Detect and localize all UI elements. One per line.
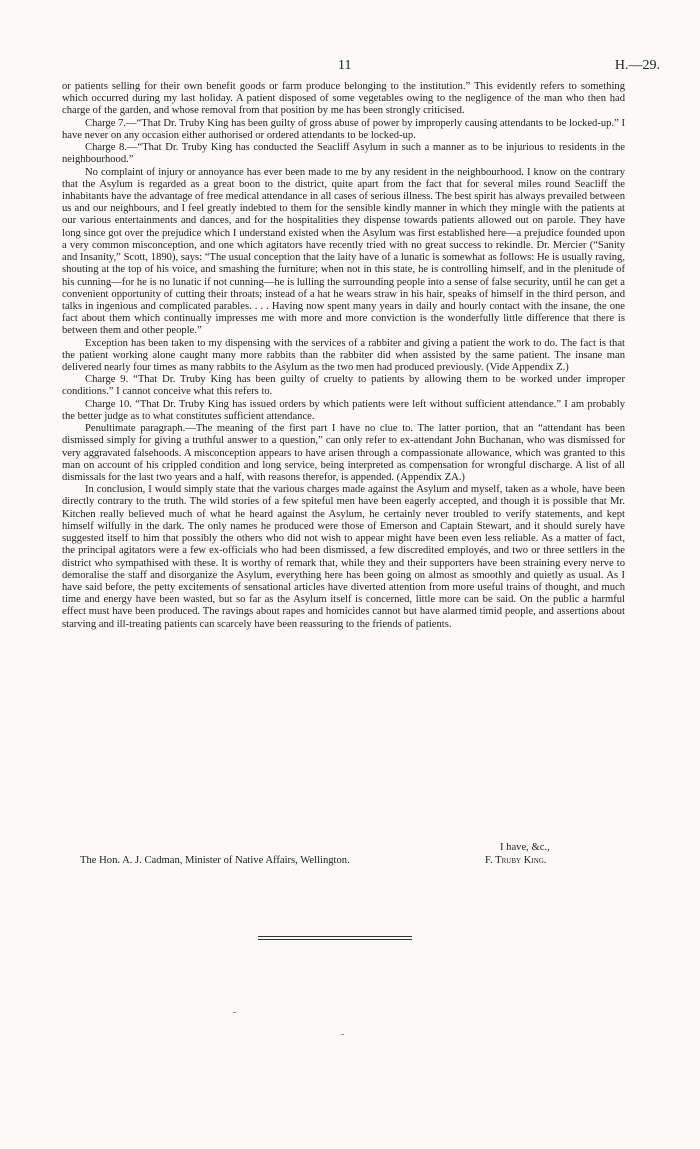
paragraph-charge-10: Charge 10. “That Dr. Truby King has issued orders by which patients were left without sufficient attendance.” I am probably the better judge as to what constitutes sufficient attendance. — [62, 398, 625, 422]
body-text — [62, 81, 625, 631]
page-header — [0, 58, 700, 78]
paragraph-conclusion: In conclusion, I would simply state that the various charges made against the Asylum and myself, taken as a whole, have been directly contrary to the truth. The wild stories of a few spiteful men have been eagerly accepted, and though it is possible that Mr. Kitchen really believed much of what he heard against the Asylum, he certainly never troubled to verify statements, and kept himself wilfully in the dark. The only names he produced were those of Emerson and Captain Stewart, and it should surely have suggested itself to him that possibly the others who did not wish to appear might have been even less reliable. As a matter of fact, the principal agitators were a few ex-officials who had been dismissed, a few discredited employés, and two or three settlers in the district who sympathised with these. It is worthy of remark that, while they and their supporters have been straining every nerve to demoralise the staff and disorganize the Asylum, everything here has been going on almost as smoothly and quietly as usual. As I have said before, the petty excitements of sensational articles have diverted attention from more useful trains of thought, and much time and energy have been wasted, but so far as the Asylum itself is concerned, little more can be said. On the public a harmful effect must have been produced. The ravings about rapes and homicides cannot but have alarmed timid people, and assertions about starving and ill-treating patients can scarcely have been reassuring to the friends of patients. — [62, 484, 625, 630]
paragraph: or patients selling for their own benefit goods or farm produce belonging to the institution.” This evidently refers to something which occurred during my last holiday. A patient disposed of some vegetables owing to the negligence of the man who then had charge of the garden, and whose removal from that position by me has been strongly criticised. — [62, 81, 625, 117]
divider-rule — [258, 936, 412, 937]
paragraph-charge-9: Charge 9. “That Dr. Truby King has been guilty of cruelty to patients by allowing them to be worked under improper conditions.” I cannot conceive what this refers to. — [62, 374, 625, 398]
print-speck — [233, 1012, 236, 1013]
paragraph-charge-8: Charge 8.—“That Dr. Truby King has conducted the Seacliff Asylum in such a manner as to be injurious to residents in the neighbourhood.” — [62, 142, 625, 166]
document-reference: H.—29. — [614, 58, 660, 73]
divider-rule — [258, 939, 412, 940]
addressee: The Hon. A. J. Cadman, Minister of Native Affairs, Wellington. — [80, 855, 350, 866]
paragraph: No complaint of injury or annoyance has ever been made to me by any resident in the neighbourhood. I know on the contrary that the Asylum is regarded as a great boon to the district, quite apart from the fact that for several miles round Seacliff the inhabitants have the advantage of free medical attendance in all cases of serious illness. The best spirit has always prevailed between us and our neighbours, and I feel greatly indebted to them for the sensible kindly manner in which they mingle with the patients at our various entertainments and dances, and for the hospitalities they dispense towards patients allowed out on parole. They have long since got over the prejudice which I understand existed when the Asylum was first established here—a prejudice founded upon a very common misconception, and one which agitators have recently tried with no great success to rekindle. Dr. Mercier (“Sanity and Insanity,” Scott, 1890), says: “The usual conception that the laity have of a lunatic is somewhat as follows: He is usually raving, shouting at the top of his voice, and smashing the furniture; when not in this state, he is controlling himself, and in the plenitude of his cunning—for he is no lunatic if not cunning—he is lulling the surrounding people into a sense of false security, until he can get a convenient opportunity of cutting their throats; instead of a hat he wears straw in his hair, speaks of himself in the third person, and talks in ingenious and complicated parables. . . . Having now spent many years in daily and hourly contact with the insane, the one fact about them which continually impresses me with more and more conviction is the wonderfully little difference that there is between them and other people.” — [62, 166, 625, 337]
page-number: 11 — [338, 58, 352, 73]
signature: F. Truby King. — [485, 855, 547, 866]
paragraph-penultimate: Penultimate paragraph.—The meaning of the first part I have no clue to. The latter portion, that an “attendant has been dismissed simply for giving a truthful answer to a question,” can only refer to ex-attendant John Buchanan, who was dismissed for very aggravated falsehoods. A misconception appears to have arisen through a compassionate allowance, which was granted to this man on account of his crippled condition and long service, being interpreted as compensation for wrongful discharge. A list of all dismissals for the last two years and a half, with reasons therefor, is appended. (Appendix ZA.) — [62, 423, 625, 483]
paragraph-charge-7: Charge 7.—“That Dr. Truby King has been guilty of gross abuse of power by improperly causing attendants to be locked-up.” I have never on any occasion either authorised or ordered attendants to be locked-up. — [62, 117, 625, 141]
print-speck — [341, 1034, 344, 1035]
closing-line: I have, &c., — [500, 842, 550, 853]
paragraph: Exception has been taken to my dispensing with the services of a rabbiter and giving a patient the work to do. The fact is that the patient working alone caught many more rabbits than the rabbiter did when assisted by the same patient. The insane man delivered nearly four times as many rabbits to the Asylum as the two men had produced previously. (Vide Appendix Z.) — [62, 337, 625, 374]
